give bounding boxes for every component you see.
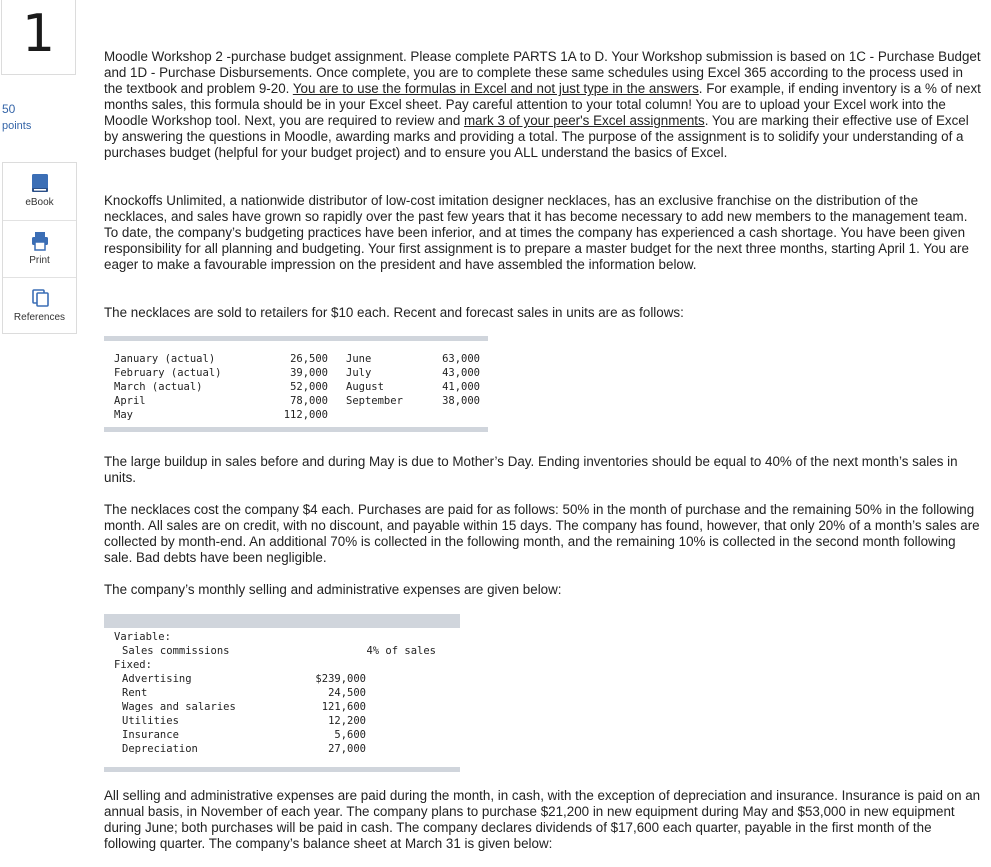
expense-item-amount: 121,600 xyxy=(321,701,366,713)
expense-item-amount: 12,200 xyxy=(328,715,366,727)
book-icon xyxy=(31,173,49,193)
expenses-paragraph: The company’s monthly selling and administrative expenses are given below: xyxy=(104,582,562,597)
sales-row-units: 41,000 xyxy=(442,381,480,393)
print-button[interactable] xyxy=(3,220,76,277)
sales-row-units: 63,000 xyxy=(442,353,480,365)
buildup-paragraph-block xyxy=(104,454,984,486)
sales-row-units: 26,500 xyxy=(290,353,328,365)
sales-row-units: 52,000 xyxy=(290,381,328,393)
references-label: References xyxy=(13,312,66,323)
table-bottom-bar xyxy=(104,427,488,432)
peer-review-emphasis: mark 3 of your peer's Excel assignments xyxy=(464,113,705,128)
table-bottom-bar xyxy=(104,767,460,772)
sales-row-month: June xyxy=(346,353,372,365)
expense-item-amount: 4% of sales xyxy=(366,645,436,657)
resource-toolbar xyxy=(2,162,77,334)
company-paragraph-block xyxy=(104,193,984,273)
table-top-bar xyxy=(104,614,460,628)
sales-row-units: 78,000 xyxy=(290,395,328,407)
print-label: Print xyxy=(29,255,50,266)
company-paragraph: Knockoffs Unlimited, a nationwide distributor of low-cost imitation designer necklaces, has an exclusive franchise on the distribution of the necklaces, and sales have grown so rapidly over the past few years that it has become necessary to add new members to the management team. To date, the company’s budgeting practices have been inferior, and at times the company has experienced a cash shortage. You have been given responsibility for all planning and budgeting. Your first assignment is to prepare a master budget for the next three months, starting April 1. You are eager to make a favourable impression on the president and have assembled the information below. xyxy=(104,193,969,272)
expense-item-name: Depreciation xyxy=(122,743,198,755)
sales-row-month: February (actual) xyxy=(114,367,222,379)
expenses-paragraph-block xyxy=(104,582,984,598)
sales-table xyxy=(104,336,488,434)
expense-item-amount: $239,000 xyxy=(315,673,366,685)
ebook-button[interactable] xyxy=(3,163,76,219)
expense-item-name: Insurance xyxy=(122,729,179,741)
question-number-box xyxy=(1,0,76,75)
fixed-label: Fixed: xyxy=(114,659,152,671)
sales-row-month: May xyxy=(114,409,133,421)
sales-row-month: September xyxy=(346,395,403,407)
sales-row-units: 38,000 xyxy=(442,395,480,407)
ebook-label: eBook xyxy=(25,197,54,208)
expense-item-name: Sales commissions xyxy=(122,645,230,657)
expense-item-name: Rent xyxy=(122,687,148,699)
expense-item-amount: 24,500 xyxy=(328,687,366,699)
buildup-paragraph: The large buildup in sales before and during May is due to Mother’s Day. Ending inventories should be equal to 40% of the next month’s sales in units. xyxy=(104,454,958,485)
sold-paragraph: The necklaces are sold to retailers for $10 each. Recent and forecast sales in units are as follows: xyxy=(104,305,684,320)
cost-paragraph-block xyxy=(104,502,984,566)
question-content xyxy=(104,49,984,177)
sold-paragraph-block xyxy=(104,305,984,321)
references-button[interactable] xyxy=(3,277,76,334)
table-top-bar xyxy=(104,336,488,341)
points-value: 50 xyxy=(2,102,16,116)
final-paragraph-block xyxy=(104,788,984,852)
printer-icon xyxy=(31,231,49,251)
cost-paragraph: The necklaces cost the company $4 each. Purchases are paid for as follows: 50% in the month of purchase and the remaining 50% in the following month. All sales are on credit, with no discount, and payable within 15 days. The company has found, however, that only 20% of a month’s sales are collected by month-end. An additional 70% is collected in the following month, and the remaining 10% is collected in the second month following sale. Bad debts have been negligible. xyxy=(104,502,980,565)
sales-row-units: 39,000 xyxy=(290,367,328,379)
expense-item-amount: 27,000 xyxy=(328,743,366,755)
sales-row-month: August xyxy=(346,381,384,393)
expense-item-name: Wages and salaries xyxy=(122,701,236,713)
final-paragraph: All selling and administrative expenses are paid during the month, in cash, with the exception of depreciation and insurance. Insurance is paid on an annual basis, in November of each year. The company plans to purchase $21,200 in new equipment during May and $53,000 in new equipment during June; both purchases will be paid in cash. The company declares dividends of $17,600 each quarter, payable in the first month of the following quarter. The company’s balance sheet at March 31 is given below: xyxy=(104,788,981,851)
sales-row-month: January (actual) xyxy=(114,353,216,365)
sales-row-month: July xyxy=(346,367,372,379)
variable-label: Variable: xyxy=(114,631,171,643)
expense-item-amount: 5,600 xyxy=(334,729,366,741)
points-label: points xyxy=(2,120,32,132)
expense-table xyxy=(104,614,460,774)
sales-row-units: 112,000 xyxy=(283,409,328,421)
copy-icon xyxy=(31,288,49,308)
expense-item-name: Advertising xyxy=(122,673,192,685)
sales-row-month: April xyxy=(114,395,146,407)
sales-row-month: March (actual) xyxy=(114,381,203,393)
question-number: 1 xyxy=(21,4,56,64)
excel-formulas-emphasis: You are to use the formulas in Excel and not just type in the answers xyxy=(292,81,699,96)
intro-paragraph: Moodle Workshop 2 -purchase budget assignment. Please complete PARTS 1A to D. Your Workshop submission is based on 1C - Purchase Budget and 1D - Purchase Disbursements. Once complete, you are to complete these same schedules using Excel 365 according to the process used in the textbook and problem 9-20. You are to use the formulas in Excel and not just type in the answers. For example, if ending inventory is a % of next months sales, this formula should be in your Excel sheet. Pay careful attention to your total column! You are to upload your Excel work into the Moodle Workshop tool. Next, you are required to review and mark 3 of your peer's Excel assignments. You are marking their effective use of Excel by answering the questions in Moodle, awarding marks and providing a total. The purpose of the assignment is to solidify your understanding of a purchases budget (helpful for your budget project) and to ensure you ALL understand the basics of Excel. xyxy=(104,49,981,160)
expense-item-name: Utilities xyxy=(122,715,179,727)
sales-row-units: 43,000 xyxy=(442,367,480,379)
